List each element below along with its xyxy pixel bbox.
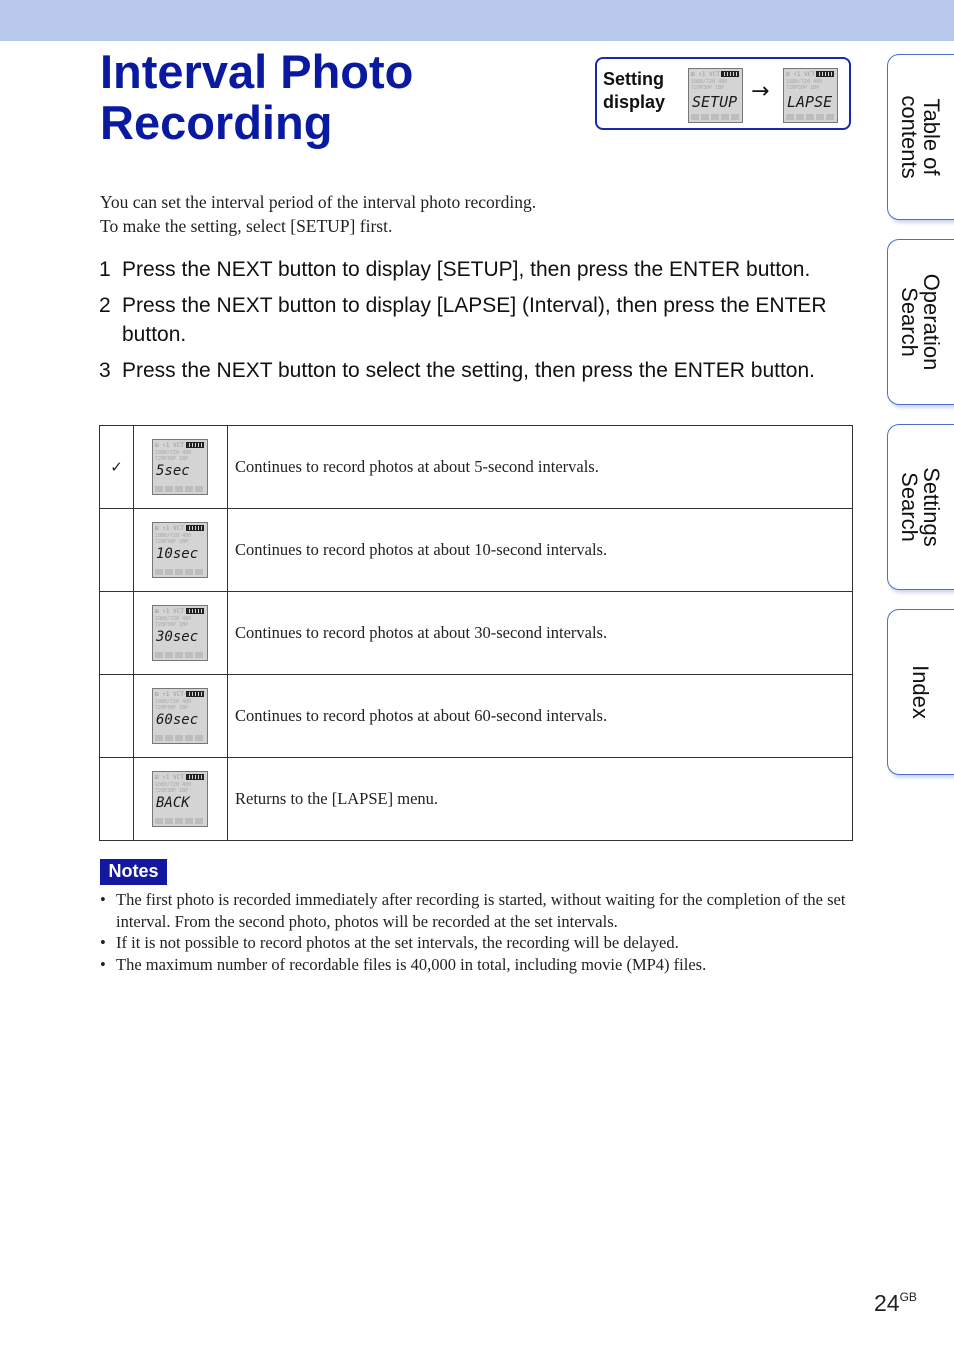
- lcd-screen-text: 5sec: [156, 463, 190, 479]
- option-description: Returns to the [LAPSE] menu.: [228, 758, 853, 841]
- step-text: Press the NEXT button to display [LAPSE] (Interval), then press the ENTER button.: [122, 294, 827, 346]
- setting-display-label: Setting display: [603, 69, 666, 112]
- setup-screen-icon: ⊞ ↑1 VCT 1080/720 480 720P30P 1BP SETUP: [688, 68, 743, 123]
- notes-list: [99, 889, 851, 975]
- right-arrow-icon: →: [751, 79, 770, 104]
- step-item: [99, 255, 859, 284]
- lcd-cell: [134, 675, 228, 758]
- page-number: [874, 1290, 917, 1317]
- lcd-cell: [134, 509, 228, 592]
- lcd-screen-text: BACK: [156, 795, 190, 811]
- tab-label: Operation Search: [897, 273, 944, 371]
- tab-index[interactable]: [887, 609, 954, 775]
- lcd-screen-text: 60sec: [156, 712, 199, 728]
- check-icon: ✓: [110, 457, 123, 476]
- table-row: [100, 592, 853, 675]
- table-row: [100, 509, 853, 592]
- check-cell: [100, 426, 134, 509]
- lapse-screen-text: LAPSE: [787, 93, 833, 111]
- page-number-suffix: GB: [899, 1290, 917, 1304]
- intro-line: To make the setting, select [SETUP] first.: [100, 216, 393, 236]
- note-item: • The maximum number of recordable files is 40,000 in total, including movie (MP4) files.: [99, 954, 851, 976]
- check-cell: [100, 758, 134, 841]
- top-band: [0, 0, 954, 41]
- lcd-screen-icon: ⊞ ↑1 VCT 1080/720 480 720P30P 1BP 30sec: [152, 605, 208, 661]
- page-number-value: 24: [874, 1290, 900, 1316]
- lcd-screen-icon: ⊞ ↑1 VCT 1080/720 480 720P30P 1BP 5sec: [152, 439, 208, 495]
- check-cell: [100, 675, 134, 758]
- lcd-screen-icon: ⊞ ↑1 VCT 1080/720 480 720P30P 1BP BACK: [152, 771, 208, 827]
- step-item: [99, 291, 859, 349]
- option-description: Continues to record photos at about 5-second intervals.: [228, 426, 853, 509]
- step-number: 1: [99, 258, 111, 281]
- table-row: [100, 758, 853, 841]
- tab-table-of-contents[interactable]: [887, 54, 954, 220]
- tab-label: Table of contents: [897, 95, 944, 179]
- note-item: • The first photo is recorded immediately after recording is started, without waiting for the completion of the set interval. From the second photo, photos will be recorded at the set intervals.: [99, 889, 851, 932]
- steps-list: [99, 255, 859, 392]
- step-text: Press the NEXT button to select the setting, then press the ENTER button.: [122, 359, 815, 382]
- check-cell: [100, 592, 134, 675]
- tab-label: Settings Search: [897, 467, 944, 547]
- note-item: • If it is not possible to record photos at the set intervals, the recording will be delayed.: [99, 932, 851, 954]
- intro-text: [100, 190, 850, 238]
- table-row: [100, 426, 853, 509]
- lcd-screen-icon: ⊞ ↑1 VCT 1080/720 480 720P30P 1BP 60sec: [152, 688, 208, 744]
- lcd-screen-text: 30sec: [156, 629, 199, 645]
- tab-settings-search[interactable]: [887, 424, 954, 590]
- tab-operation-search[interactable]: [887, 239, 954, 405]
- lcd-screen-icon: ⊞ ↑1 VCT 1080/720 480 720P30P 1BP 10sec: [152, 522, 208, 578]
- lapse-screen-icon: ⊞ ↑1 VCT 1080/720 480 720P30P 1BP LAPSE: [783, 68, 838, 123]
- option-description: Continues to record photos at about 10-second intervals.: [228, 509, 853, 592]
- options-table: [99, 425, 853, 841]
- page-title: Interval Photo Recording: [100, 45, 414, 149]
- step-number: 3: [99, 359, 111, 382]
- lcd-screen-text: 10sec: [156, 546, 199, 562]
- setting-display-box: [595, 57, 851, 130]
- option-description: Continues to record photos at about 60-second intervals.: [228, 675, 853, 758]
- lcd-cell: [134, 758, 228, 841]
- intro-line: You can set the interval period of the interval photo recording.: [100, 192, 537, 212]
- tab-label: Index: [908, 665, 933, 719]
- step-text: Press the NEXT button to display [SETUP], then press the ENTER button.: [122, 258, 811, 281]
- setup-screen-text: SETUP: [692, 93, 738, 111]
- lcd-cell: [134, 592, 228, 675]
- lcd-cell: [134, 426, 228, 509]
- table-row: [100, 675, 853, 758]
- step-number: 2: [99, 294, 111, 317]
- check-cell: [100, 509, 134, 592]
- notes-badge: Notes: [100, 859, 167, 885]
- step-item: [99, 356, 859, 385]
- option-description: Continues to record photos at about 30-second intervals.: [228, 592, 853, 675]
